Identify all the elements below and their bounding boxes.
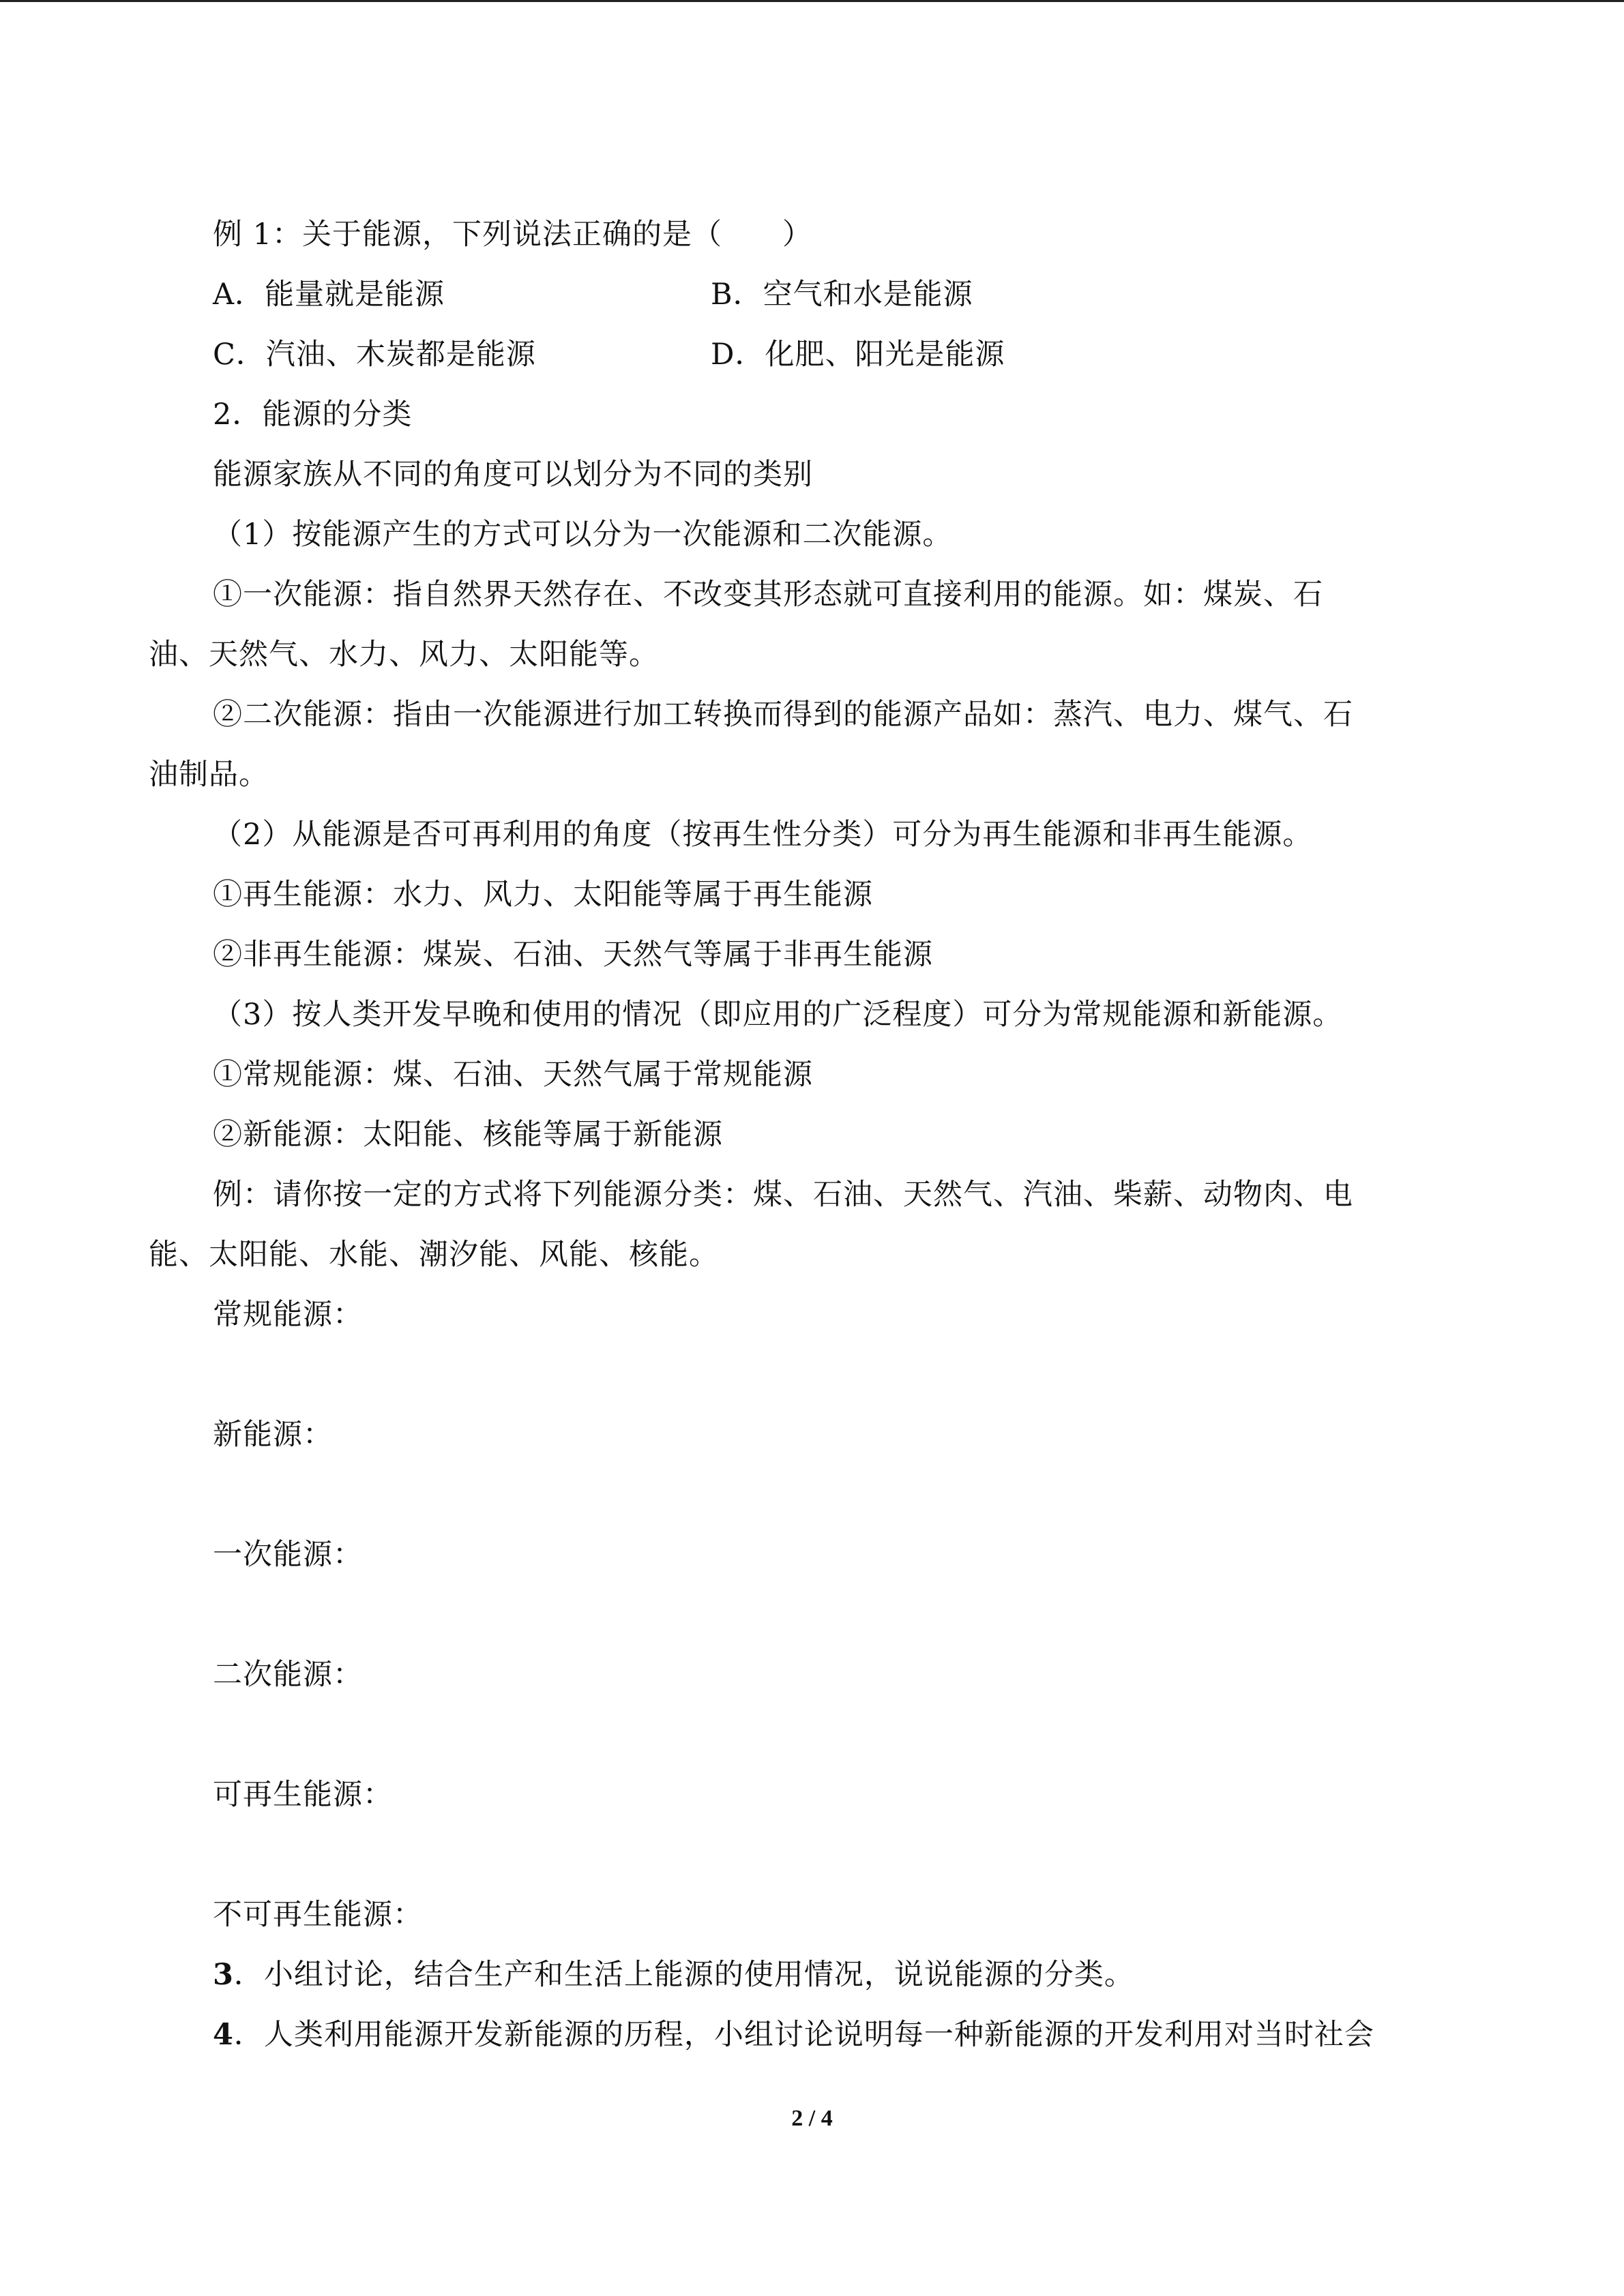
item4-number: 4 <box>213 2018 234 2052</box>
example1-question: 例 1：关于能源，下列说法正确的是（ ） <box>213 218 813 252</box>
item3-text: ．小组讨论，结合生产和生活上能源的使用情况，说说能源的分类。 <box>233 1958 1134 1992</box>
blank-conventional-energy: 常规能源： <box>213 1298 363 1332</box>
category1-primary-line1: ①一次能源：指自然界天然存在、不改变其形态就可直接利用的能源。如：煤炭、石 <box>213 578 1323 612</box>
example1-option-c: C．汽油、木炭都是能源 <box>213 338 536 372</box>
section2-heading: 2．能源的分类 <box>213 398 413 432</box>
category1-title: （1）按能源产生的方式可以分为一次能源和二次能源。 <box>213 518 953 552</box>
item4-text: ．人类利用能源开发新能源的历程，小组讨论说明每一种新能源的开发利用对当时社会 <box>233 2018 1374 2052</box>
category1-secondary-line2: 油制品。 <box>149 758 269 792</box>
category1-secondary-line1: ②二次能源：指由一次能源进行加工转换而得到的能源产品如：蒸汽、电力、煤气、石 <box>213 698 1353 732</box>
example1-option-b: B．空气和水是能源 <box>711 278 973 312</box>
exercise-line2: 能、太阳能、水能、潮汐能、风能、核能。 <box>149 1238 719 1272</box>
blank-secondary-energy: 二次能源： <box>213 1658 363 1692</box>
category2-title: （2）从能源是否可再利用的角度（按再生性分类）可分为再生能源和非再生能源。 <box>213 818 1313 852</box>
category3-new: ②新能源：太阳能、核能等属于新能源 <box>213 1118 723 1152</box>
example1-option-a: A．能量就是能源 <box>213 278 445 312</box>
exercise-line1: 例：请你按一定的方式将下列能源分类：煤、石油、天然气、汽油、柴薪、动物肉、电 <box>213 1178 1353 1212</box>
category2-renewable: ①再生能源：水力、风力、太阳能等属于再生能源 <box>213 878 873 912</box>
category1-primary-line2: 油、天然气、水力、风力、太阳能等。 <box>149 638 659 672</box>
category2-nonrenewable: ②非再生能源：煤炭、石油、天然气等属于非再生能源 <box>213 938 933 972</box>
item3-discussion <box>213 1954 1134 1995</box>
category3-conventional: ①常规能源：煤、石油、天然气属于常规能源 <box>213 1058 813 1092</box>
top-border-rule <box>0 0 1624 2</box>
blank-renewable-energy: 可再生能源： <box>213 1778 393 1812</box>
example1-option-d: D．化肥、阳光是能源 <box>711 338 1005 372</box>
blank-primary-energy: 一次能源： <box>213 1538 363 1572</box>
category3-title: （3）按人类开发早晚和使用的情况（即应用的广泛程度）可分为常规能源和新能源。 <box>213 998 1343 1032</box>
page-number: 2 / 4 <box>791 2106 833 2131</box>
blank-nonrenewable-energy: 不可再生能源： <box>213 1898 423 1932</box>
blank-new-energy: 新能源： <box>213 1418 333 1452</box>
section2-intro: 能源家族从不同的角度可以划分为不同的类别 <box>213 458 813 492</box>
item4-discussion <box>213 2014 1374 2055</box>
item3-number: 3 <box>213 1958 234 1992</box>
